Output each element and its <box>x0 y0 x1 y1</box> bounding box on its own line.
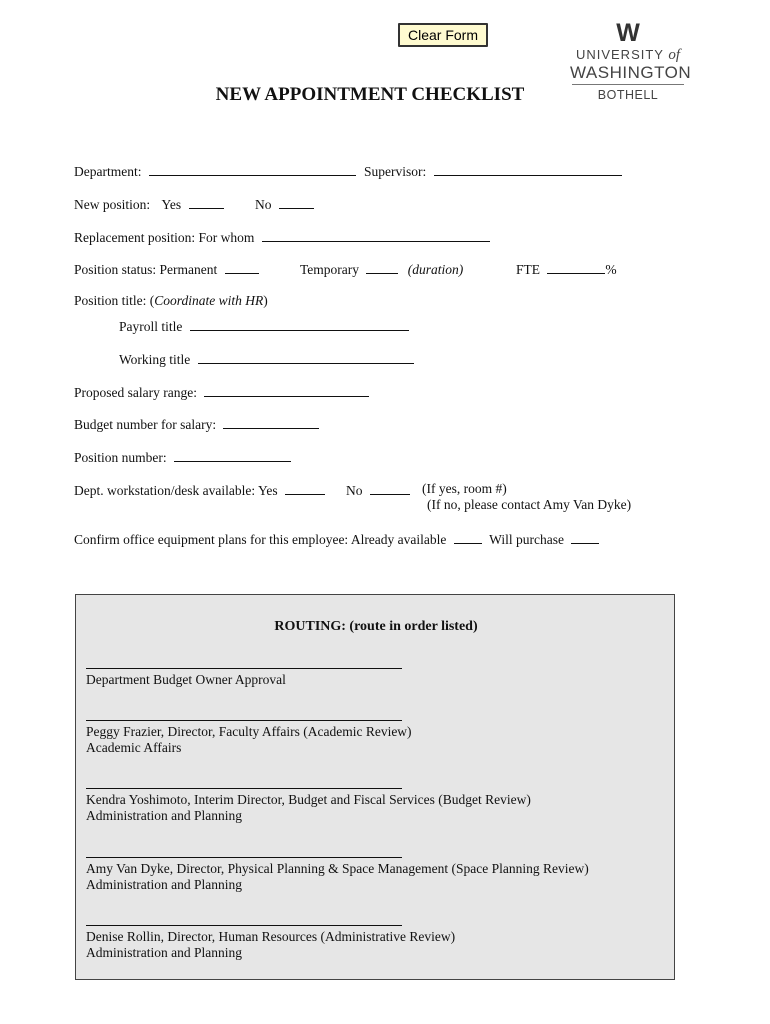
clear-form-button[interactable]: Clear Form <box>398 23 488 47</box>
replacement-row <box>74 228 490 246</box>
already-available-field[interactable] <box>454 530 482 544</box>
temporary-label: Temporary <box>300 262 360 277</box>
signature-line[interactable] <box>86 668 402 669</box>
fte-label: FTE <box>516 262 541 277</box>
supervisor-row <box>364 162 622 180</box>
percent-label: % <box>605 262 617 277</box>
supervisor-label: Supervisor: <box>364 164 427 179</box>
will-purchase-label: Will purchase <box>489 532 564 547</box>
new-position-no <box>255 195 314 213</box>
logo-washington: WASHINGTON <box>570 63 692 82</box>
routing-entry-title: Amy Van Dyke, Director, Physical Planning & Space Management (Space Planning Review) <box>86 861 589 876</box>
logo-w-mark: W <box>616 19 640 47</box>
coordinate-note: Coordinate with HR <box>154 293 264 308</box>
signature-line[interactable] <box>86 720 402 721</box>
position-title-label: Position title: ( <box>74 293 155 308</box>
signature-line[interactable] <box>86 925 402 926</box>
replacement-field[interactable] <box>262 228 490 242</box>
will-purchase-field[interactable] <box>571 530 599 544</box>
salary-range-field[interactable] <box>204 383 369 397</box>
budget-number-row <box>74 415 319 433</box>
fte-field[interactable] <box>547 260 605 274</box>
new-position-yes-field[interactable] <box>189 195 224 209</box>
equipment-label: Confirm office equipment plans for this employee: Already available <box>74 532 447 547</box>
supervisor-field[interactable] <box>434 162 622 176</box>
budget-number-label: Budget number for salary: <box>74 417 217 432</box>
workstation-label: Dept. workstation/desk available: Yes <box>74 483 278 498</box>
page-title: NEW APPOINTMENT CHECKLIST <box>215 84 525 105</box>
budget-number-field[interactable] <box>223 415 319 429</box>
routing-entry-dept: Administration and Planning <box>86 877 242 892</box>
routing-entry-title: Department Budget Owner Approval <box>86 672 286 687</box>
working-title-row <box>119 350 414 368</box>
routing-entry-title: Denise Rollin, Director, Human Resources (Administrative Review) <box>86 929 456 944</box>
temporary-field[interactable] <box>366 260 398 274</box>
replacement-label: Replacement position: For whom <box>74 230 255 245</box>
working-title-field[interactable] <box>198 350 414 364</box>
salary-range-row <box>74 383 369 401</box>
department-row <box>74 162 356 180</box>
routing-title: ROUTING: (route in order listed) <box>274 619 478 634</box>
logo-bothell: BOTHELL <box>597 88 659 102</box>
duration-label: (duration) <box>407 262 464 277</box>
position-number-label: Position number: <box>74 450 167 465</box>
position-title-row <box>74 293 268 309</box>
signature-line[interactable] <box>86 857 402 858</box>
routing-entry-title: Peggy Frazier, Director, Faculty Affairs (Academic Review) <box>86 724 412 739</box>
routing-entry-title: Kendra Yoshimoto, Interim Director, Budget and Fiscal Services (Budget Review) <box>86 792 531 807</box>
if-yes-note: (If yes, room #) <box>422 481 507 496</box>
workstation-yes-field[interactable] <box>285 481 325 495</box>
new-position-row <box>74 195 224 213</box>
payroll-title-label: Payroll title <box>119 319 183 334</box>
routing-entry-dept: Academic Affairs <box>86 740 182 755</box>
routing-entry-dept: Administration and Planning <box>86 945 242 960</box>
payroll-title-row <box>119 317 409 335</box>
workstation-no-group <box>346 481 410 499</box>
position-number-field[interactable] <box>174 448 291 462</box>
equipment-row <box>74 530 599 548</box>
routing-entry-dept: Administration and Planning <box>86 808 242 823</box>
fte-group <box>516 260 617 278</box>
working-title-label: Working title <box>119 352 191 367</box>
close-paren: ) <box>263 293 268 308</box>
logo-university: UNIVERSITY of <box>575 47 681 63</box>
routing-box <box>75 594 675 980</box>
new-position-no-label: No <box>255 197 272 212</box>
new-position-label: New position: <box>74 197 151 212</box>
workstation-row <box>74 481 325 499</box>
temporary-group <box>300 260 463 278</box>
signature-line[interactable] <box>86 788 402 789</box>
department-label: Department: <box>74 164 142 179</box>
new-position-no-field[interactable] <box>279 195 314 209</box>
workstation-no-label: No <box>346 483 363 498</box>
department-field[interactable] <box>149 162 356 176</box>
workstation-no-field[interactable] <box>370 481 410 495</box>
salary-range-label: Proposed salary range: <box>74 385 197 400</box>
position-status-label: Position status: Permanent <box>74 262 218 277</box>
permanent-field[interactable] <box>225 260 259 274</box>
position-status-row <box>74 260 259 278</box>
if-no-note: (If no, please contact Amy Van Dyke) <box>427 497 632 512</box>
new-position-yes-label: Yes <box>161 197 182 212</box>
position-number-row <box>74 448 291 466</box>
payroll-title-field[interactable] <box>190 317 409 331</box>
